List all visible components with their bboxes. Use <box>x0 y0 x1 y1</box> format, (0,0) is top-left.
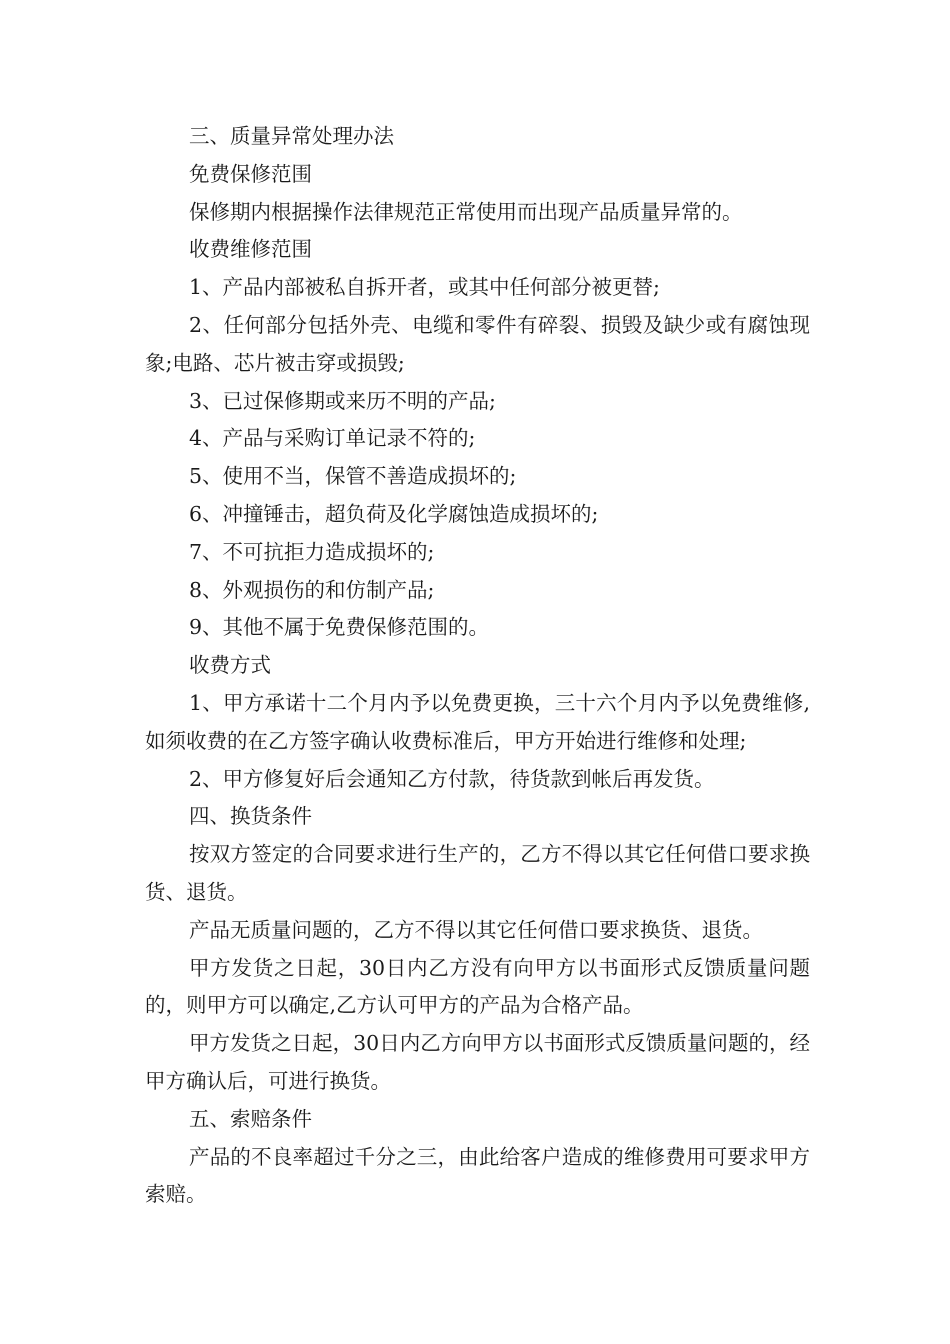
list-item: 3、已过保修期或来历不明的产品; <box>189 388 496 413</box>
list-item: 2、甲方修复好后会通知乙方付款，待货款到帐后再发货。 <box>189 766 715 791</box>
paragraph: 按双方签定的合同要求进行生产的，乙方不得以其它任何借口要求换货、退货。 <box>145 842 810 904</box>
subheading-paid-repair-scope: 收费维修范围 <box>189 237 312 262</box>
list-item: 5、使用不当，保管不善造成损坏的; <box>189 464 517 489</box>
list-item: 2、任何部分包括外壳、电缆和零件有碎裂、损毁及缺少或有腐蚀现象;电路、芯片被击穿或损毁; <box>145 312 810 375</box>
section-heading-claim-conditions: 五、索赔条件 <box>189 1106 312 1131</box>
list-item: 7、不可抗拒力造成损坏的; <box>189 539 435 564</box>
paragraph: 保修期内根据操作法律规范正常使用而出现产品质量异常的。 <box>189 199 743 224</box>
list-item: 1、甲方承诺十二个月内予以免费更换，三十六个月内予以免费维修,如须收费的在乙方签字确认收费标准后，甲方开始进行维修和处理; <box>145 690 810 753</box>
subheading-charge-method: 收费方式 <box>189 653 271 678</box>
paragraph: 产品无质量问题的，乙方不得以其它任何借口要求换货、退货。 <box>189 917 763 942</box>
section-heading-quality-handling: 三、质量异常处理办法 <box>189 124 394 148</box>
list-item: 1、产品内部被私自拆开者，或其中任何部分被更替; <box>189 275 660 300</box>
paragraph: 甲方发货之日起，30日内乙方向甲方以书面形式反馈质量问题的，经甲方确认后，可进行换货。 <box>145 1031 810 1093</box>
document-body <box>145 118 810 1214</box>
list-item: 4、产品与采购订单记录不符的; <box>189 426 476 451</box>
paragraph: 产品的不良率超过千分之三，由此给客户造成的维修费用可要求甲方索赔。 <box>145 1144 810 1207</box>
section-heading-exchange-conditions: 四、换货条件 <box>189 804 312 829</box>
subheading-free-warranty-scope: 免费保修范围 <box>189 161 312 186</box>
paragraph: 甲方发货之日起，30日内乙方没有向甲方以书面形式反馈质量问题的，则甲方可以确定,乙方认可甲方的产品为合格产品。 <box>145 955 810 1018</box>
list-item: 6、冲撞锤击，超负荷及化学腐蚀造成损坏的; <box>189 501 599 526</box>
list-item: 8、外观损伤的和仿制产品; <box>189 577 435 602</box>
list-item: 9、其他不属于免费保修范围的。 <box>189 615 490 640</box>
